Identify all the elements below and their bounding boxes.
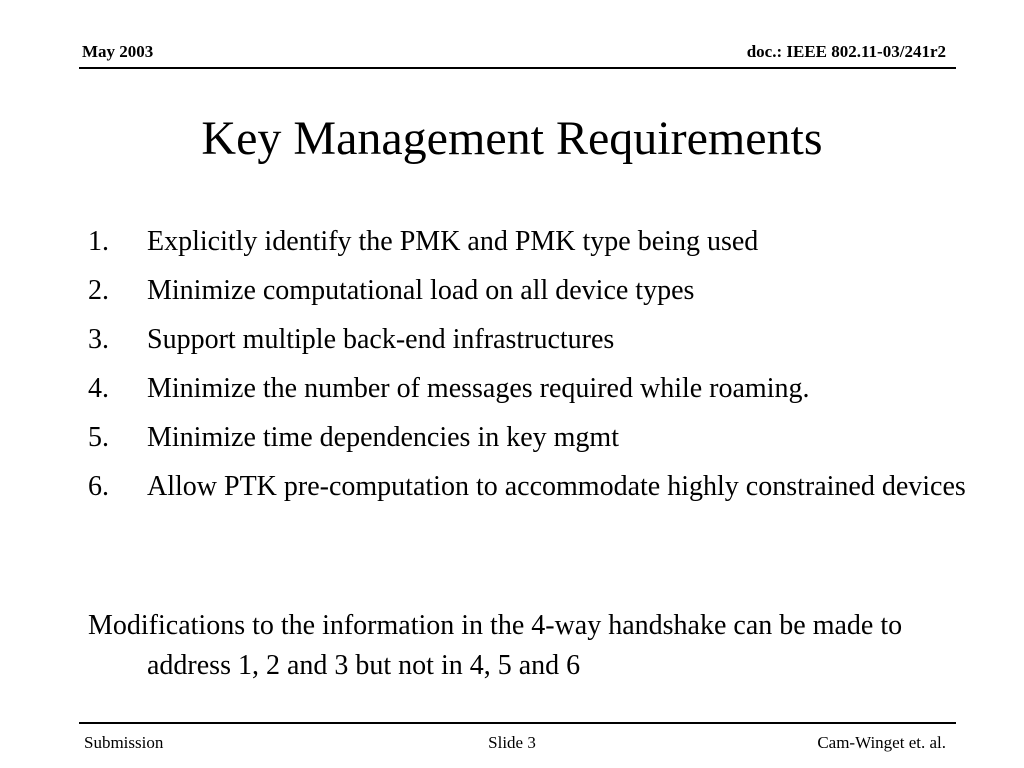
footer-slide-number: Slide 3 [488, 733, 536, 752]
slide-title: Key Management Requirements [201, 112, 823, 165]
footer-divider [79, 722, 956, 724]
header-divider [79, 67, 956, 69]
list-item-number: 5. [88, 422, 109, 453]
list-item-text: Explicitly identify the PMK and PMK type being used [147, 226, 759, 257]
list-item [88, 222, 968, 261]
header-date: May 2003 [82, 42, 154, 61]
requirements-list [88, 222, 968, 516]
list-item [88, 418, 968, 457]
list-item-text: Allow PTK pre-computation to accommodate highly constrained devices [147, 471, 966, 502]
footer-submission: Submission [84, 733, 164, 752]
list-item-number: 4. [88, 373, 109, 404]
list-item-number: 3. [88, 324, 109, 355]
header-doc-id: doc.: IEEE 802.11-03/241r2 [746, 42, 946, 61]
handshake-note: Modifications to the information in the 4-way handshake can be made to address 1, 2 and 3 but not in 4, 5 and 6 [88, 610, 903, 681]
list-item [88, 467, 968, 506]
footer-authors: Cam-Winget et. al. [817, 733, 946, 752]
list-item [88, 320, 968, 359]
list-item [88, 369, 968, 408]
list-item-text: Minimize time dependencies in key mgmt [147, 422, 619, 453]
list-item-number: 2. [88, 275, 109, 306]
list-item [88, 271, 968, 310]
list-item-text: Support multiple back-end infrastructures [147, 324, 615, 355]
list-item-number: 6. [88, 471, 109, 502]
list-item-text: Minimize the number of messages required while roaming. [147, 373, 810, 404]
list-item-number: 1. [88, 226, 109, 257]
list-item-text: Minimize computational load on all device types [147, 275, 695, 306]
